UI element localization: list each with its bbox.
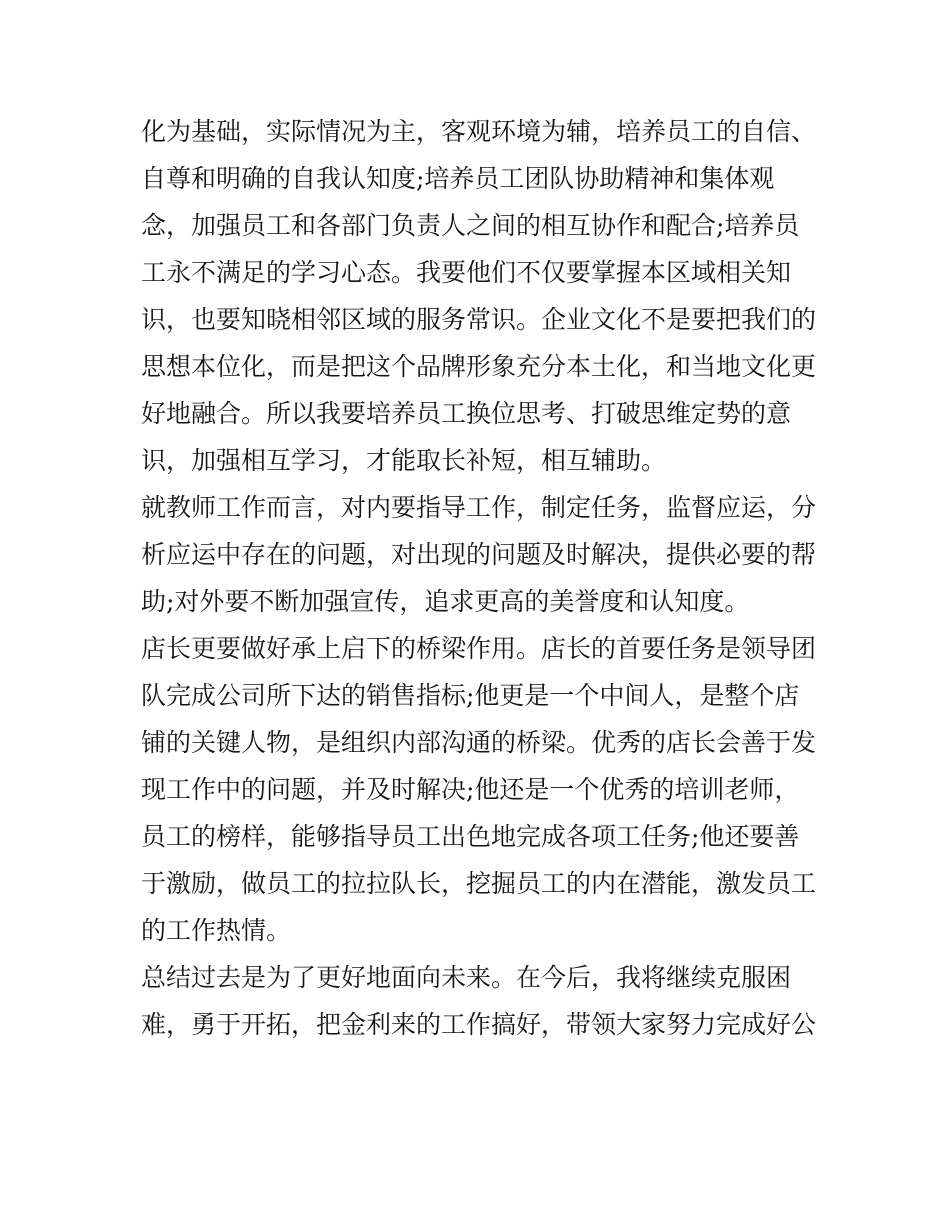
text-line: 念，加强员工和各部门负责人之间的相互协作和配合;培养员 — [141, 211, 800, 240]
text-line: 总结过去是为了更好地面向未来。在今后，我将继续克服困 — [141, 963, 792, 992]
text-line: 队完成公司所下达的销售指标;他更是一个中间人，是整个店 — [141, 681, 800, 710]
text-line: 于激励，做员工的拉拉队长，挖掘员工的内在潜能，激发员工 — [141, 869, 817, 898]
text-line: 识，也要知晓相邻区域的服务常识。企业文化不是要把我们的 — [141, 305, 817, 334]
text-line: 难，勇于开拓，把金利来的工作搞好，带领大家努力完成好公 — [141, 1010, 817, 1039]
text-line: 店长更要做好承上启下的桥梁作用。店长的首要任务是领导团 — [141, 634, 817, 663]
text-line: 析应运中存在的问题，对出现的问题及时解决，提供必要的帮 — [141, 540, 817, 569]
body-text — [141, 108, 821, 1048]
text-line: 助;对外要不断加强宣传，追求更高的美誉度和认知度。 — [141, 587, 750, 616]
text-line: 自尊和明确的自我认知度;培养员工团队协助精神和集体观 — [141, 164, 775, 193]
text-line: 思想本位化，而是把这个品牌形象充分本土化，和当地文化更 — [141, 352, 817, 381]
text-line: 就教师工作而言，对内要指导工作，制定任务，监督应运，分 — [141, 493, 817, 522]
text-line: 工永不满足的学习心态。我要他们不仅要掌握本区域相关知 — [141, 258, 792, 287]
text-line: 识，加强相互学习，才能取长补短，相互辅助。 — [141, 446, 667, 475]
text-line: 的工作热情。 — [141, 916, 292, 945]
text-line: 铺的关键人物，是组织内部沟通的桥梁。优秀的店长会善于发 — [141, 728, 817, 757]
text-line: 员工的榜样，能够指导员工出色地完成各项工任务;他还要善 — [141, 822, 800, 851]
text-line: 化为基础，实际情况为主，客观环境为辅，培养员工的自信、 — [141, 117, 817, 146]
text-line: 好地融合。所以我要培养员工换位思考、打破思维定势的意 — [141, 399, 792, 428]
text-line: 现工作中的问题，并及时解决;他还是一个优秀的培训老师， — [141, 775, 800, 804]
